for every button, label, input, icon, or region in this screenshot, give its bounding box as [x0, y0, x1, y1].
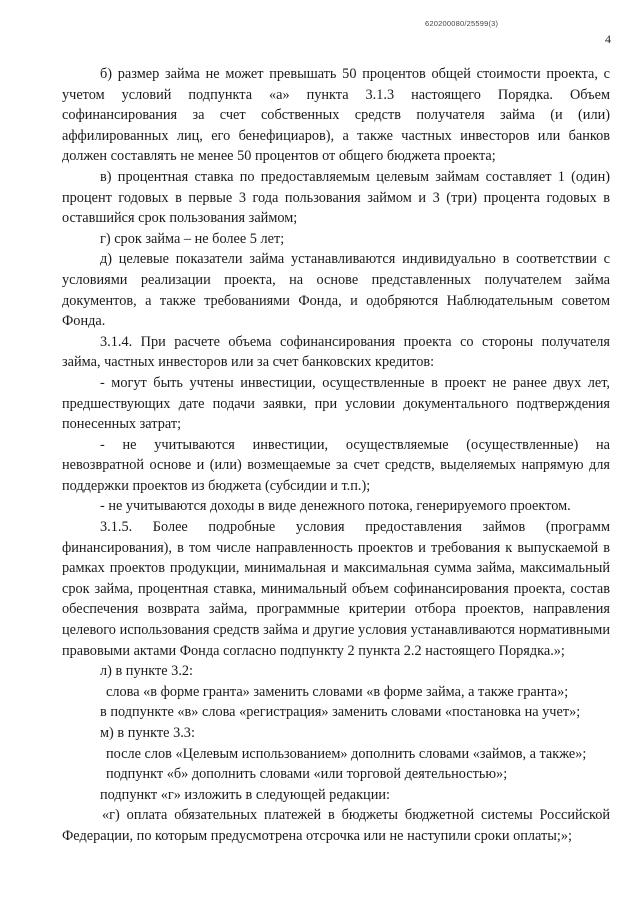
document-body — [62, 64, 610, 847]
amendment-subpoint-g: подпункт «г» изложить в следующей редакции: — [100, 786, 390, 803]
paragraph-l: л) в пункте 3.2: — [100, 663, 194, 680]
paragraph-v: в) процентная ставка по предоставляемым целевым займам составляет 1 (один) процент годовых в первые 3 года пользования займом и 3 (три) процента годовых в оставшийся срок пользования займом; — [62, 168, 610, 227]
list-item-investments-counted: - могут быть учтены инвестиции, осуществленные в проект не ранее двух лет, предшествующих дате подачи заявки, при условии документального подтверждения понесенных затрат; — [62, 374, 610, 433]
list-item-investments-not-counted: - не учитываются инвестиции, осуществляемые (осуществленные) на невозвратной основе и (или) возмещаемые за счет средств, выделяемых напрямую для поддержки проектов из бюджета (субсидии и т.п.); — [62, 436, 610, 494]
paragraph-d: д) целевые показатели займа устанавливаются индивидуально в соответствии с условиями реализации проекта, на основе представленных получателем займа документов, а также требованиями Фонда, и одобряются Наблюдательным советом Фонда. — [62, 251, 610, 330]
quoted-subpoint-g: «г) оплата обязательных платежей в бюджеты бюджетной системы Российской Федерации, по которым предусмотрена отсрочка или не наступили сроки оплаты;»; — [62, 807, 610, 844]
amendment-grant-words: слова «в форме гранта» заменить словами «в форме займа, а также гранта»; — [106, 683, 569, 700]
amendment-target-use: после слов «Целевым использованием» дополнить словами «займов, а также»; — [106, 745, 587, 762]
paragraph-m: м) в пункте 3.3: — [100, 725, 195, 741]
page-number: 4 — [605, 32, 611, 46]
amendment-subpoint-b: подпункт «б» дополнить словами «или торговой деятельностью»; — [106, 766, 508, 783]
paragraph-3-1-5: 3.1.5. Более подробные условия предоставления займов (программ финансирования), в том числе направленность проектов и требования к выпускаемой в рамках проектов продукции, минимальная и максимальная сумма займа, максимальный срок займа, процентная ставка, минимальный объем софинансирования проекта, состав обеспечения возврата займа, программные критерии отбора проектов, направления целевого использования средств займа и другие условия устанавливаются нормативными правовыми актами Фонда согласно подпункту 2 пункта 2.2 настоящего Порядка.»; — [62, 519, 610, 659]
amendment-registration-words: в подпункте «в» слова «регистрация» заменить словами «постановка на учет»; — [100, 704, 581, 721]
paragraph-g: г) срок займа – не более 5 лет; — [100, 230, 285, 247]
paragraph-3-1-4: 3.1.4. При расчете объема софинансирования проекта со стороны получателя займа, частных инвесторов или за счет банковских кредитов: — [62, 333, 610, 371]
list-item-income-not-counted: - не учитываются доходы в виде денежного потока, генерируемого проектом. — [100, 498, 571, 515]
document-number: 620200080/25599(3) — [425, 19, 499, 28]
paragraph-b: б) размер займа не может превышать 50 процентов общей стоимости проекта, с учетом условий подпункта «а» пункта 3.1.3 настоящего Порядка. Объем софинансирования за счет собственных средств получателя займа (и (или) аффилированных лиц, его бенефициаров), а также частных инвесторов или банков должен составлять не менее 50 процентов от общего бюджета проекта; — [62, 66, 610, 165]
